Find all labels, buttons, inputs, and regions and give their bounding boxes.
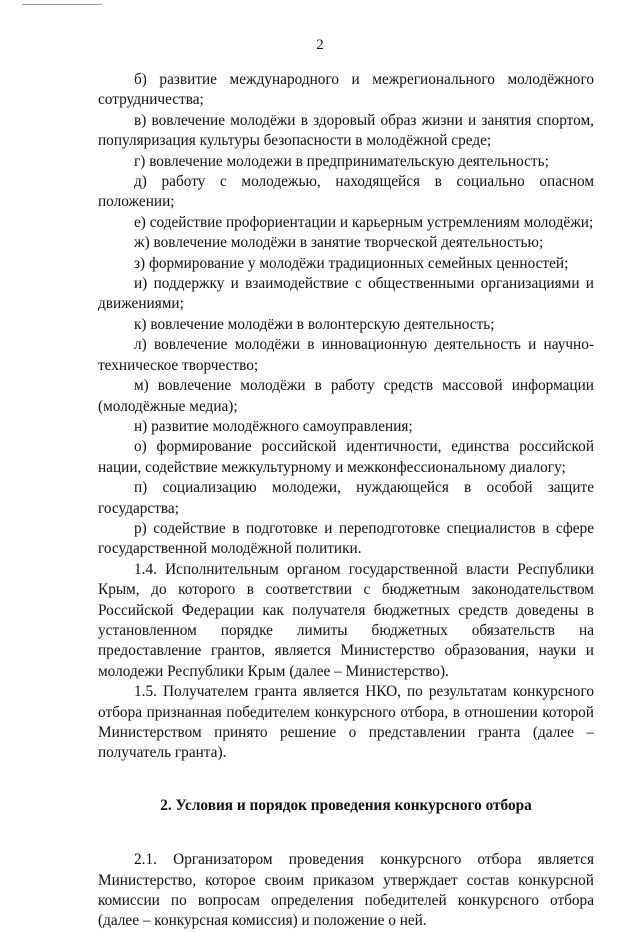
list-item: п) социализацию молодежи, нуждающейся в особой защите государства; (98, 479, 594, 517)
list-item: л) вовлечение молодёжи в инновационную деятельность и научно-техническое творчество; (98, 336, 594, 374)
list-item: г) вовлечение молодежи в предпринимательскую деятельность; (134, 152, 549, 170)
list-item: н) развитие молодёжного самоуправления; (134, 417, 413, 435)
list-item: и) поддержку и взаимодействие с общественными организациями и движениями; (98, 275, 594, 313)
list-item: м) вовлечение молодёжи в работу средств массовой информации (молодёжные медиа); (98, 377, 594, 415)
list-item: е) содействие профориентации и карьерным устремлениям молодёжи; (134, 213, 594, 231)
list-item: о) формирование российской идентичности, единства российской нации, содействие межкультурному и межконфессиональному диалогу; (98, 438, 594, 476)
scan-artifact-line (22, 4, 102, 5)
list-item: д) работу с молодежью, находящейся в социально опасном положении; (98, 173, 594, 211)
page-number: 2 (316, 37, 324, 53)
paragraph-1-5: 1.5. Получателем гранта является НКО, по результатам конкурсного отбора признанная победителем конкурсного отбора, в отношении которой Министерством принято решение о представлении гранта (далее – получатель гранта). (98, 683, 594, 762)
section-heading: 2. Условия и порядок проведения конкурсного отбора (160, 796, 532, 814)
paragraph-1-4: 1.4. Исполнительным органом государственной власти Республики Крым, до которого в соответствии с бюджетным законодательством Российской Федерации как получателя бюджетных средств доведены в установленном порядке лимиты бюджетных обязательств на предоставление грантов, является Министерство образования, науки и молодежи Республики Крым (далее – Министерство). (98, 560, 594, 680)
list-item: з) формирование у молодёжи традиционных семейных ценностей; (134, 254, 569, 272)
list-item: р) содействие в подготовке и переподготовке специалистов в сфере государственной молодёжной политики. (98, 519, 594, 558)
list-item: б) развитие международного и межрегионального молодёжного сотрудничества; (98, 71, 594, 109)
document-body (98, 70, 594, 932)
list-item: к) вовлечение молодёжи в волонтерскую деятельность; (134, 315, 495, 333)
list-item: в) вовлечение молодёжи в здоровый образ жизни и занятия спортом, популяризация культуры безопасности в молодёжной среде; (98, 111, 594, 150)
paragraph-2-1: 2.1. Организатором проведения конкурсного отбора является Министерство, которое своим приказом утверждает состав конкурсной комиссии по вопросам определения победителей конкурсного отбора (далее – конкурсная комиссия) и положение о ней. (98, 851, 594, 930)
list-item: ж) вовлечение молодёжи в занятие творческой деятельностью; (134, 234, 544, 252)
